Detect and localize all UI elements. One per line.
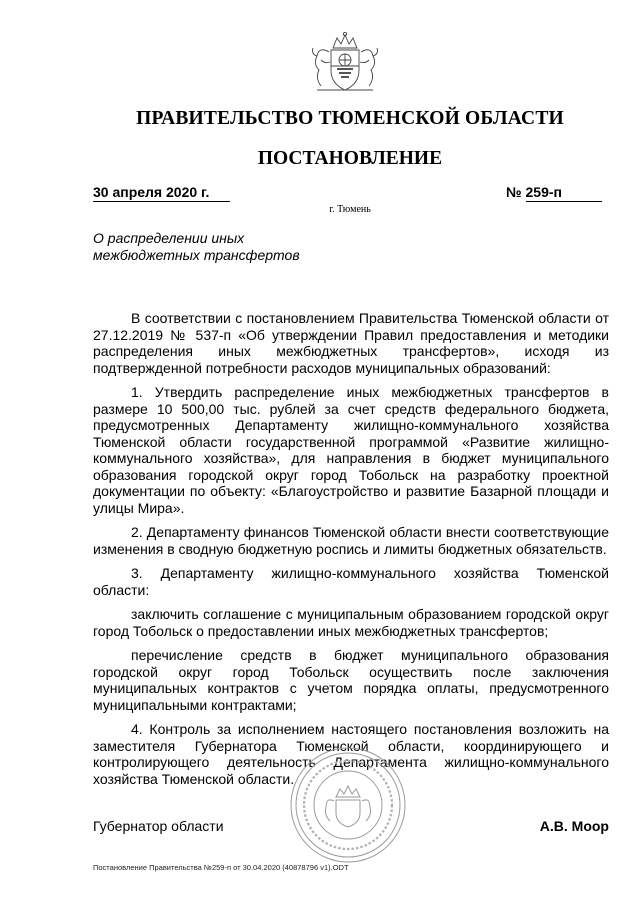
signer-title: Губернатор области (93, 818, 224, 834)
clause-3-item-1: заключить соглашение с муниципальным образованием городской округ город Тобольск о предоставлении иных межбюджетных трансфертов; (93, 606, 609, 639)
document-number-field (506, 184, 604, 202)
clause-4: 4. Контроль за исполнением настоящего постановления возложить на заместителя Губернатора Тюменской области, координирующего и контролирующего деятельность Департамента жилищно-коммунального хозяйства Тюменской области. (93, 721, 609, 787)
city-label: г. Тюмень (329, 204, 371, 215)
government-title: ПРАВИТЕЛЬСТВО ТЮМЕНСКОЙ ОБЛАСТИ (136, 108, 564, 129)
document-body (93, 310, 609, 795)
document-type: ПОСТАНОВЛЕНИЕ (257, 148, 443, 169)
signer-name: А.В. Моор (539, 818, 609, 834)
document-number: 259-п (526, 184, 602, 202)
clause-2: 2. Департаменту финансов Тюменской области внести соответствующие изменения в сводную бюджетную роспись и лимиты бюджетных обязательств. (93, 524, 609, 557)
preamble-paragraph: В соответствии с постановлением Правительства Тюменской области от 27.12.2019 № 537-п «Об утверждении Правил предоставления и методики распределения иных межбюджетных трансфертов», исходя из подтвержденной потребности расходов муниципальных образований: (93, 310, 609, 376)
document-footer: Постановление Правительства №259-п от 30.04.2020 (40878796 v1).ODT (93, 863, 349, 872)
official-seal-icon (288, 745, 408, 865)
number-sign: № (506, 184, 522, 200)
subject-line-1: О распределении иных (93, 230, 245, 246)
document-subject (93, 230, 353, 264)
subject-line-2: межбюджетных трансфертов (93, 247, 300, 263)
coat-of-arms-icon (303, 30, 387, 96)
clause-3-item-2: перечисление средств в бюджет муниципального образования городской округ город Тобольск осуществить после заключения муниципальных контрактов с учетом порядка оплаты, предусмотренного муниципальными контрактами; (93, 647, 609, 713)
clause-3: 3. Департаменту жилищно-коммунального хозяйства Тюменской области: (93, 565, 609, 598)
document-date: 30 апреля 2020 г. (93, 184, 230, 202)
clause-1: 1. Утвердить распределение иных межбюджетных трансфертов в размере 10 500,00 тыс. рублей за счет средств федерального бюджета, предусмотренных Департаменту жилищно-коммунального хозяйства Тюменской области государственной программой «Развитие жилищно-коммунального хозяйства», для направления в бюджет муниципального образования городской округ город Тобольск на разработку проектной документации по объекту: «Благоустройство и развитие Базарной площади и улицы Мира». (93, 384, 609, 516)
